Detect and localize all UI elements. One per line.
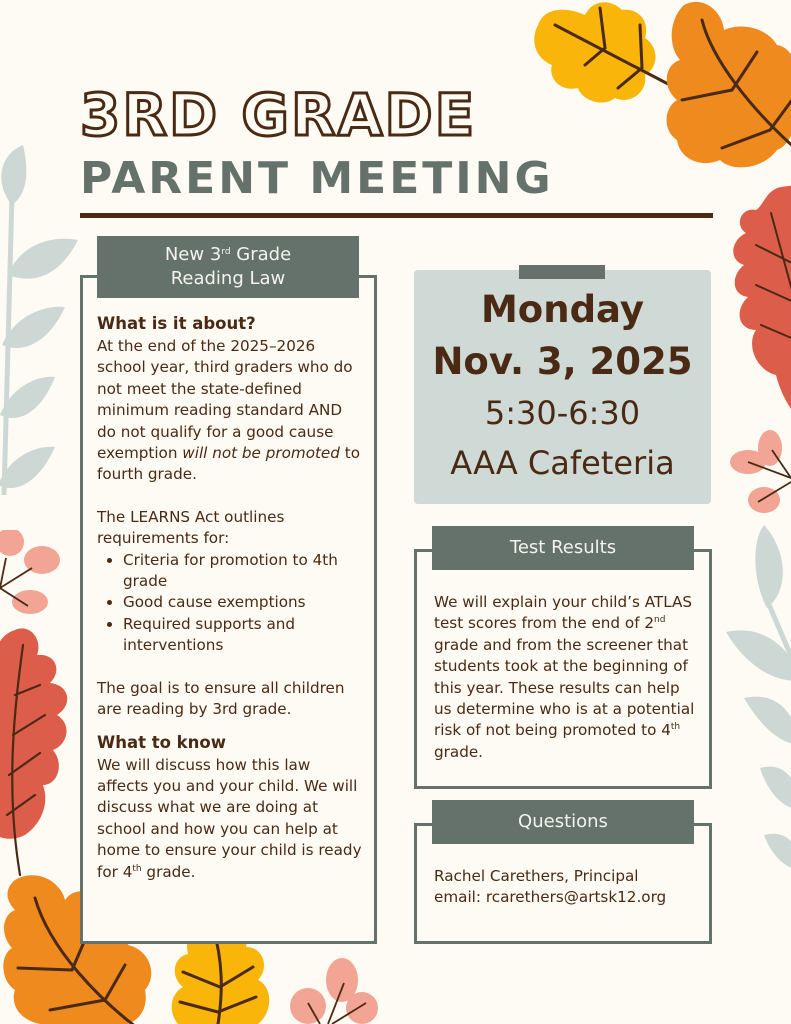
sage-branch-right-icon <box>712 520 791 900</box>
requirement-item: • Criteria for promotion to 4th grade <box>123 550 365 593</box>
title-divider <box>80 213 713 218</box>
event-date-card <box>414 270 711 504</box>
red-oak-leaf-left-icon <box>0 625 75 880</box>
event-time: 5:30-6:30 <box>484 394 641 432</box>
about-heading: What is it about? <box>97 314 256 333</box>
contact-name: Rachel Carethers, Principal <box>434 867 639 885</box>
tape-decoration <box>519 265 605 279</box>
orange-oak-leaf-icon <box>662 0 791 180</box>
test-results-header: Test Results <box>432 526 694 570</box>
red-oak-leaf-icon <box>726 185 791 415</box>
sage-branch-left-icon <box>0 135 85 515</box>
pink-sprig-bottom-icon <box>288 958 378 1024</box>
pink-sprig-left-icon <box>0 530 65 615</box>
requirement-item: • Required supports and interventions <box>123 614 365 657</box>
reading-law-header-line1: New 3rd Grade <box>164 244 292 265</box>
questions-body <box>434 866 700 909</box>
know-text: We will discuss how this law affects you and your child. We will discuss what we are doing at school and how you can help at home to ensure your child is ready for 4th grade. <box>97 755 362 881</box>
contact-email[interactable]: email: rcarethers@artsk12.org <box>434 888 667 907</box>
reading-law-header <box>97 236 359 298</box>
questions-header: Questions <box>432 800 694 844</box>
yellow-oak-leaf-icon <box>530 0 680 110</box>
pink-sprig-right-icon <box>728 430 791 520</box>
reading-law-body <box>97 312 365 883</box>
event-day: Monday <box>480 288 644 331</box>
learns-intro: The LEARNS Act outlines requirements for: <box>97 507 285 548</box>
page-title: 3RD GRADE <box>80 81 477 149</box>
about-text: At the end of the 2025–2026 school year, third graders who do not meet the state-defined minimum reading standard AND do not qualify for a good cause exemption will not be promoted to fourth grade. <box>97 337 360 484</box>
event-date: Nov. 3, 2025 <box>432 340 693 383</box>
know-heading: What to know <box>97 732 226 752</box>
test-results-text: We will explain your child’s ATLAS test scores from the end of 2nd grade and from the screener that students took at the beginning of this year. These results can help us determine who is at a potential risk of not being promoted to 4th grade. <box>434 593 695 761</box>
page-subtitle: PARENT MEETING <box>80 153 554 204</box>
requirements-list <box>97 550 365 657</box>
goal-text: The goal is to ensure all children are reading by 3rd grade. <box>97 678 345 719</box>
reading-law-header-line2: Reading Law <box>170 268 286 289</box>
requirement-item: • Good cause exemptions <box>123 592 365 613</box>
event-location: AAA Cafeteria <box>450 444 675 482</box>
